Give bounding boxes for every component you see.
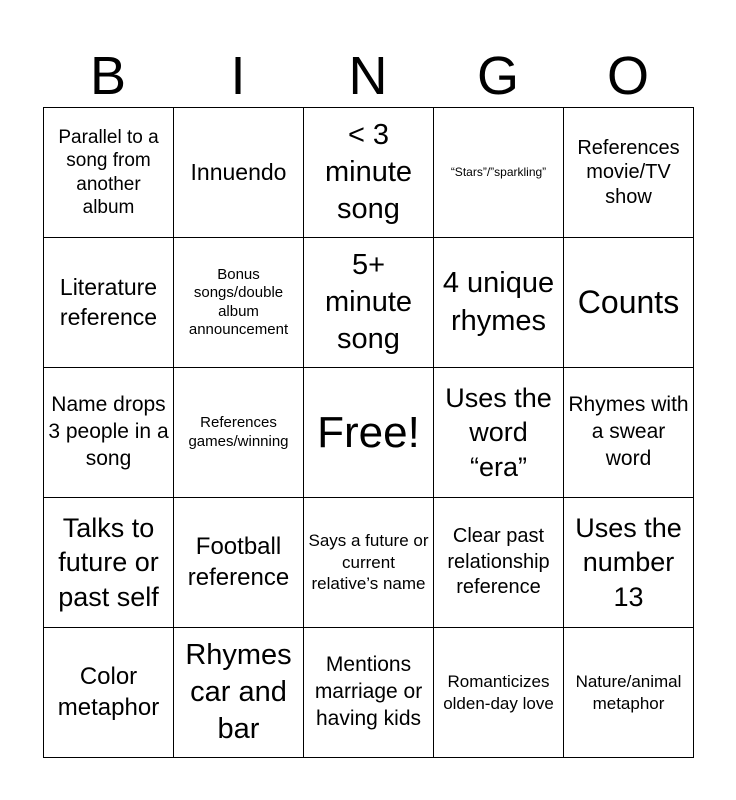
bingo-cell[interactable]: Rhymes with a swear word [564, 368, 694, 498]
bingo-cell[interactable]: Talks to future or past self [44, 498, 174, 628]
bingo-cell[interactable]: Name drops 3 people in a song [44, 368, 174, 498]
bingo-cell[interactable]: Rhymes car and bar [174, 628, 304, 758]
bingo-grid [43, 107, 694, 758]
bingo-cell[interactable]: 4 unique rhymes [434, 238, 564, 368]
header-letter-g: G [476, 46, 519, 106]
bingo-cell[interactable]: 5+ minute song [304, 238, 434, 368]
bingo-cell[interactable]: References games/winning [174, 368, 304, 498]
bingo-cell[interactable]: Innuendo [174, 108, 304, 238]
bingo-cell[interactable]: Nature/animal metaphor [564, 628, 694, 758]
bingo-cell[interactable]: “Stars”/”sparkling” [434, 108, 564, 238]
bingo-cell[interactable]: Uses the number 13 [564, 498, 694, 628]
bingo-cell[interactable]: Mentions marriage or having kids [304, 628, 434, 758]
header-letter-b: B [89, 46, 127, 106]
bingo-cell[interactable]: < 3 minute song [304, 108, 434, 238]
header-letter-n: N [348, 46, 388, 106]
bingo-cell[interactable]: Football reference [174, 498, 304, 628]
bingo-cell[interactable]: Says a future or current relative’s name [304, 498, 434, 628]
bingo-cell[interactable]: Bonus songs/double album announcement [174, 238, 304, 368]
bingo-cell[interactable]: Romanticizes olden-day love [434, 628, 564, 758]
header-letter-i: I [230, 46, 246, 106]
bingo-cell[interactable]: Literature reference [44, 238, 174, 368]
bingo-cell[interactable]: Counts [564, 238, 694, 368]
bingo-cell[interactable]: Parallel to a song from another album [44, 108, 174, 238]
header-letter-o: O [606, 46, 649, 106]
bingo-cell[interactable]: Color metaphor [44, 628, 174, 758]
bingo-cell[interactable]: Clear past relationship reference [434, 498, 564, 628]
bingo-cell[interactable]: References movie/TV show [564, 108, 694, 238]
free-space-cell[interactable]: Free! [304, 368, 434, 498]
bingo-header [43, 45, 693, 107]
bingo-cell[interactable]: Uses the word “era” [434, 368, 564, 498]
